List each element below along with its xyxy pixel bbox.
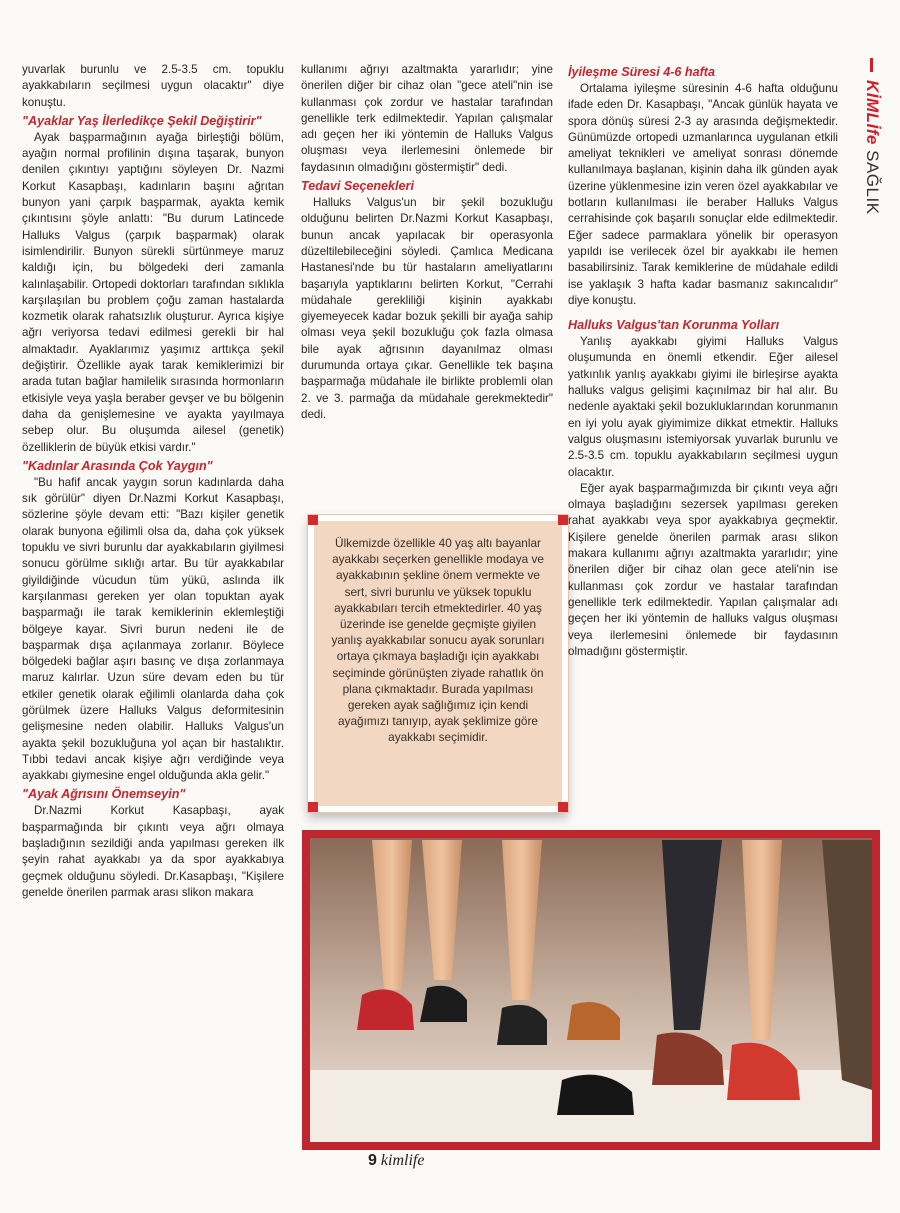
subheading: "Kadınlar Arasında Çok Yaygın" <box>22 458 213 473</box>
subheading: Halluks Valgus'tan Korunma Yolları <box>568 318 780 333</box>
paragraph: Halluks Valgus'un bir şekil bozukluğu olduğunu belirten Dr.Nazmi Korkut Kasapbaşı, bunun ancak yapılacak bir operasyonla düzeltilebileceğini söyledi. Çamlıca Medicana Hastanesi'nde bu tür hastaların ameliyatlarını başarıyla yaptıklarını belirten Korkut, "Cerrahi müdahale gerekliliği kişinin ayakkabı giyemeyecek kadar bozuk şekilli bir ayağa sahip olması veya şekil bozukluğu çok fazla olmasa bile ayak ağrısının dayanılmaz olması durumunda ortaya çıkar. Genellikle tek başına başparmağa müdahale ile birlikte problemli olan 2. ve 3. parmağa da müdahale gerekmektedir" dedi. <box>301 196 553 421</box>
corner-ornament <box>308 802 318 812</box>
corner-ornament <box>558 802 568 812</box>
corner-ornament <box>558 515 568 525</box>
column-left <box>22 62 284 901</box>
pull-quote-text: Ülkemizde özellikle 40 yaş altı bayanlar ayakkabı seçerken genellikle modaya ve ayakkabının şekline önem vermekte ve sert, sivri burunlu ve yüksek topuklu ayakkabıları tercih etmektedirler. 40 yaş üzerinde ise genelde geçmişte giyilen yanlış ayakkabılar sonucu ayak sorunları ortaya çıkmaya başladığı için ayakkabı seçiminde görünüşten ziyade rahatlık ön plana çıkmaktadır. Burada yapılması gereken ayak sağlığımız için kendi ayağımızı tanıyıp, ayak şeklimize göre ayakkabı seçimidir. <box>331 536 545 745</box>
subheading: "Ayak Ağrısını Önemseyin" <box>22 787 186 802</box>
subheading: Tedavi Seçenekleri <box>301 179 414 194</box>
section-title: SAĞLIK <box>863 150 882 215</box>
pull-quote-box <box>308 515 568 812</box>
magazine-brand: KİMLİfe <box>863 80 882 145</box>
corner-ornament <box>308 515 318 525</box>
paragraph: Dr.Nazmi Korkut Kasapbaşı, ayak başparmağında bir çıkıntı veya ağrı olmaya başladığının sezildiği anda yapılması gereken ilk şeyin rahat ayakkabı ya da spor ayakkabıya geçmek olduğunu söyledi. Dr.Kasapbaşı, "Kişilere genelde önerilen parmak arası slikon makara <box>22 804 284 899</box>
page-footer <box>368 1152 424 1170</box>
subheading: İyileşme Süresi 4-6 hafta <box>568 65 715 79</box>
shoes-photo <box>302 830 880 1150</box>
subheading: "Ayaklar Yaş İlerledikçe Şekil Değiştirir" <box>22 113 262 128</box>
section-marker <box>870 58 873 72</box>
section-header <box>852 58 892 278</box>
paragraph: Yanlış ayakkabı giyimi Halluks Valgus oluşumunda en önemli etkendir. Eğer ailesel yatkınlık yanlış ayakkabı giyimi ile birleşirse ayakta halluks valgus gelişimi kaçınılmaz bir hal alır. Bu nedenle ayaktaki şekil bozukluklarından korunmanın en iyi yolu ayak giyimimize dikkat etmektir. Halluks valgus oluşmasını istemiyorsak yuvarlak burunlu ve 2.5-3.5 cm. topuklu ayakkabıların seçilmesi uygun olacaktır. <box>568 335 838 479</box>
paragraph: Eğer ayak başparmağımızda bir çıkıntı veya ağrı olmaya başladığını sezersek yapılması gereken rahat ayakkabı veya spor ayakkabıya geçmektir. Kişilere genelde önerilen parmak arası slikon makara kullanımı ağrıyı azaltmakta yararlıdır; yine önerilen diğer bir cihaz olan gece ateli'nin ise kullanması çok zordur ve hastalar tarafından genellikle terk edilmektedir. Yapılan çalışmalar adı geçen her iki yöntemin de halluks valgus oluşması veya ilerlemesini önlemede bir faydasının olmadığını göstermiştir. <box>568 481 838 658</box>
footer-brand: kimlife <box>380 1152 425 1169</box>
paragraph: Ayak başparmağının ayağa birleştiği bölüm, ayağın normal profilinin dışına taşarak, bunyon denilen çıkıntıyı yaptığını söyleyen Dr. Nazmi Korkut Kasapbaşı, kadınların başını ağrıtan bunyon yani çarpık başparmak, ayakta kemik çıkıntısını şöyle anlattı: "Bu durum Latincede Halluks Valgus (çarpık başparmak) olarak isimlendirilir. Bunyon sürekli sürtünmeye maruz kaldığı için, bu bölgedeki deri zamanla kalınlaşabilir. Ortopedi doktorları tarafından sıklıkla karşılaşılan bu problem çoğu zaman hastalarda kozmetik olarak rahatsızlık oluşturur. Ayrıca kişiye ağrı veriyorsa tedavi edilmesi gerekli bir hal almaktadır. Ayaklarımız yaşımız arttıkça şekil değiştirir. Özellikle ayak tarak kemiklerimizi bir arada tutan bağlar hamilelik sırasında hormonların etkisiyle veya yaşla beraber gevşer ve bu bölgenin daha da genişlemesine ve ayakta yayılmaya sebep olur. Bu oluşumda ailesel (genetik) özelliklerin de büyük etkisi vardır." <box>22 130 284 454</box>
paragraph: Ortalama iyileşme süresinin 4-6 hafta olduğunu ifade eden Dr. Kasapbaşı, "Ancak günlük hayata ve spora dönüş süresi 2-3 ay arasında değişmektedir. Günümüzde ortopedi uzmanlarınca uygulanan etkili ameliyat teknikleri ve ameliyat sonrası dönemde kullanılmaya başlanan, kişinin daha ilk günden ayak üzerine yüklenmesine izin veren özel ayakkabılar ve botların kullanılması ile beraber Halluks Valgus cerrahisinde çok başarılı sonuçlar elde edilmektedir. Eğer sadece parmaklara yönelik bir operasyon yapıldı ise verilecek özel bir ayakkabı ile hemen basabilirsiniz. Tarak kemiklerine de müdahale edildi ise yaklaşık 3 hafta kadar basmanız sakıncalıdır" diye konuştu. <box>568 82 838 307</box>
page-number: 9 <box>368 1152 377 1169</box>
column-middle <box>301 62 553 423</box>
paragraph: "Bu hafif ancak yaygın sorun kadınlarda daha sık görülür" diyen Dr.Nazmi Korkut Kasapbaşı, sözlerine şöyle devam etti: "Bazı kişiler genetik olarak bunyona eğilimli olsa da, daha çok yüksek topuklu ve sivri burunlu dar ayakkabıların giyilmesi sonucu görülme sıklığı artar. Bu tür ayakkabılar giyildiğinde vücudun tüm yükü, aslında ilk karşılanması gereken yer olan topuktan ayak başparmağı ile tarak kemiklerinin eklemleştiği bölgeye kayar. Sivri burun nedeni ile de başparmak dışa açılanmaya zorlanır. Böylece bölgedeki bağlar aşırı basınç ve dışa zorlanmaya maruz kalırlar. Uzun süre devam eden bu tür etkiler genetik olarak eğilimli olanlarda daha çok görülmek üzere Halluks Valgus deformitesinin gelişmesine neden olabilir. Halluks Valgus'un ayakta şekil bozukluğuna yol açan bir hastalıktır. Tıbbi tedavi ancak kişiye ağrı verdiğinde veya ayakkabı giymesine engel olduğunda akla gelir." <box>22 475 284 783</box>
shoes-illustration <box>302 830 880 1150</box>
paragraph: yuvarlak burunlu ve 2.5-3.5 cm. topuklu ayakkabıların seçilmesi uygun olacaktır" diye konuştu. <box>22 63 284 109</box>
paragraph: kullanımı ağrıyı azaltmakta yararlıdır; yine önerilen diğer bir cihaz olan "gece ateli"nin ise kullanması çok zordur ve hastalar tarafından genellikle terk edilmektedir. Yapılan çalışmalar adı geçen her iki yöntemin de Halluks Valgus oluşması veya ilerlemesini önlemede bir faydasının olmadığını göstermiştir" dedi. <box>301 63 553 174</box>
column-right <box>568 62 838 660</box>
